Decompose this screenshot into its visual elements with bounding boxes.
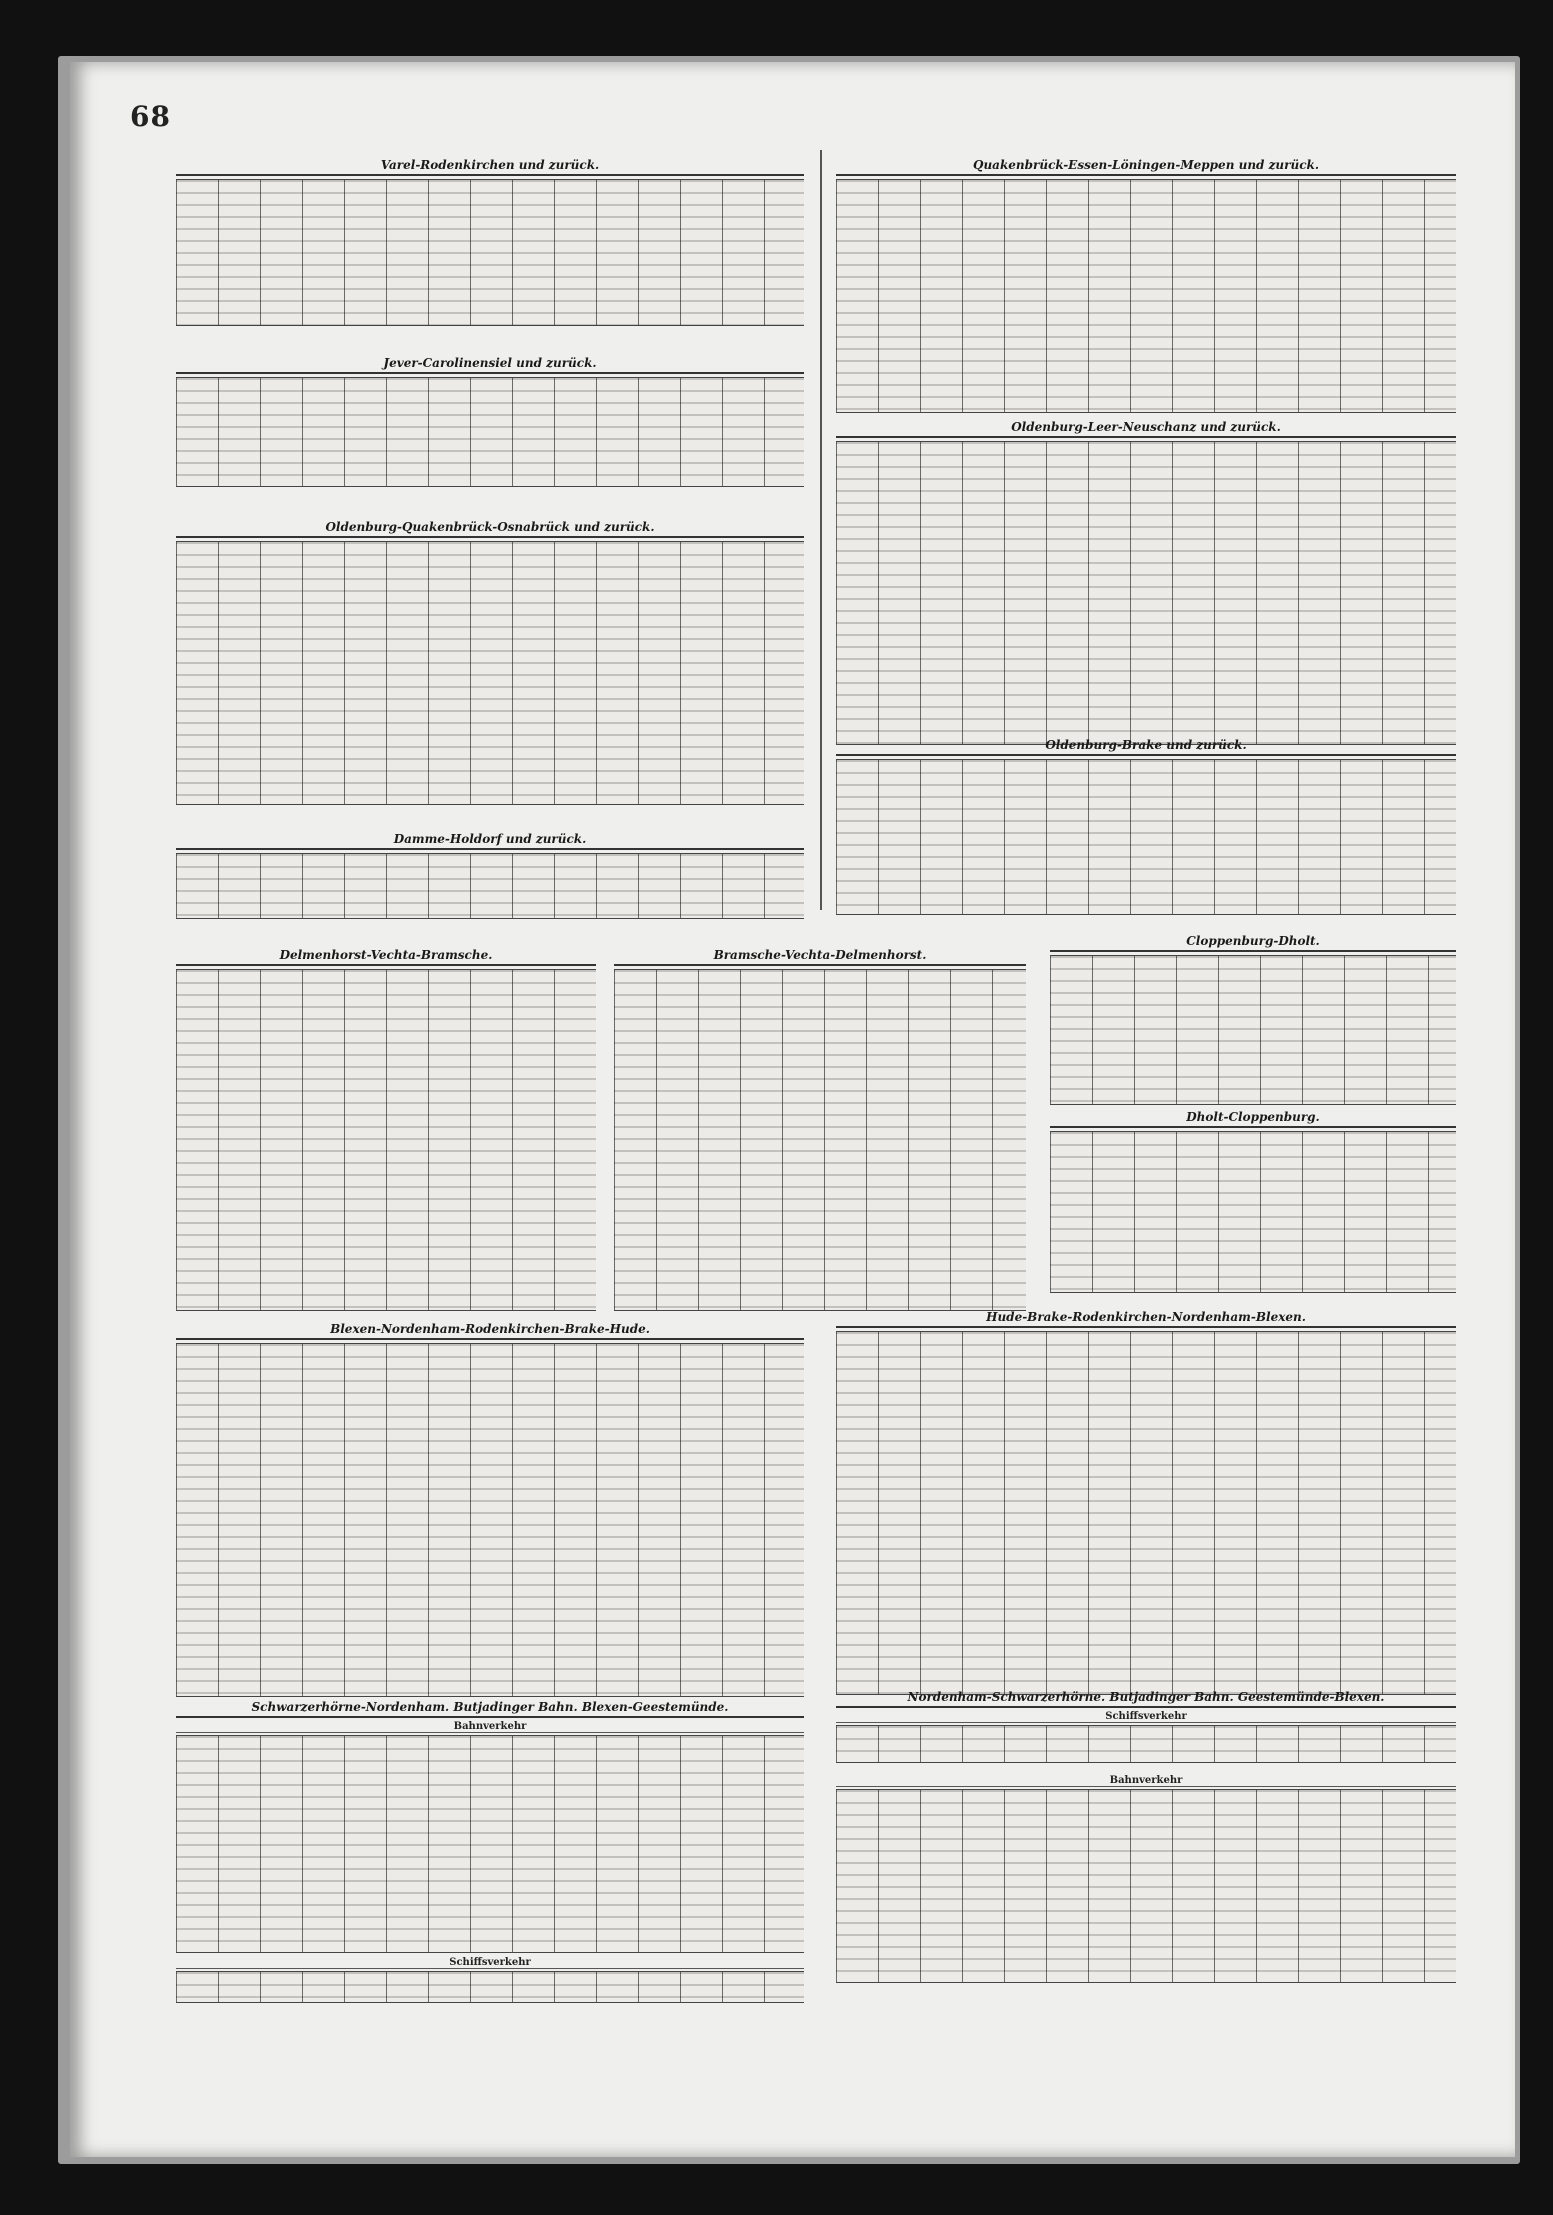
timetable-title: Oldenburg-Quakenbrück-Osnabrück und zurück. [176,520,804,538]
timetable-title: Delmenhorst-Vechta-Bramsche. [176,948,596,966]
timetable-grid [836,1725,1456,1763]
timetable-subtitle: Bahnverkehr [176,1721,804,1733]
timetable-bramsche-vechta-delmenhorst [614,948,1026,1311]
timetable-grid [614,969,1026,1311]
timetable-damme-holdorf [176,832,804,919]
timetable-title: Varel-Rodenkirchen und zurück. [176,158,804,176]
timetable-oldenburg-quakenbrueck-osnabrueck [176,520,804,805]
timetable-oldenburg-brake [836,738,1456,915]
timetable-title: Bramsche-Vechta-Delmenhorst. [614,948,1026,966]
timetable-grid [836,179,1456,413]
page-number: 68 [130,100,171,133]
timetable-quakenbrueck-meppen [836,158,1456,413]
timetable-grid [176,969,596,1311]
column-divider [820,150,822,910]
timetable-grid [1050,955,1456,1105]
timetable-oldenburg-leer-neuschanz [836,420,1456,745]
timetable-grid [176,541,804,805]
timetable-grid [836,1331,1456,1695]
timetable-grid [836,759,1456,915]
timetable-title: Blexen-Nordenham-Rodenkirchen-Brake-Hude. [176,1322,804,1340]
timetable-jever-carolinensiel [176,356,804,487]
timetable-grid [1050,1131,1456,1293]
timetable-title: Hude-Brake-Rodenkirchen-Nordenham-Blexen. [836,1310,1456,1328]
timetable-cloppenburg-dholt [1050,934,1456,1105]
timetable-subtitle: Schiffsverkehr [836,1711,1456,1723]
timetable-title: Oldenburg-Brake und zurück. [836,738,1456,756]
timetable-title: Damme-Holdorf und zurück. [176,832,804,850]
timetable-title: Nordenham-Schwarzerhörne. Butjadinger Bahn. Geestemünde-Blexen. [836,1690,1456,1708]
timetable-delmenhorst-vechta-bramsche [176,948,596,1311]
timetable-schwarzerhoerne-nordenham [176,1700,804,2003]
timetable-title: Oldenburg-Leer-Neuschanz und zurück. [836,420,1456,438]
timetable-title: Dholt-Cloppenburg. [1050,1110,1456,1128]
timetable-title: Jever-Carolinensiel und zurück. [176,356,804,374]
timetable-hude-blexen [836,1310,1456,1695]
timetable-grid [176,1971,804,2003]
timetable-varel-rodenkirchen [176,158,804,326]
timetable-title: Cloppenburg-Dholt. [1050,934,1456,952]
timetable-grid [176,853,804,919]
timetable-grid [176,1343,804,1697]
timetable-title: Schwarzerhörne-Nordenham. Butjadinger Bahn. Blexen-Geestemünde. [176,1700,804,1718]
timetable-title: Quakenbrück-Essen-Löningen-Meppen und zurück. [836,158,1456,176]
timetable-subtitle: Bahnverkehr [836,1775,1456,1787]
timetable-grid [176,1735,804,1953]
timetable-blexen-nordenham-hude [176,1322,804,1697]
timetable-grid [176,179,804,326]
timetable-subtitle: Schiffsverkehr [176,1957,804,1969]
timetable-nordenham-schwarzerhoerne [836,1690,1456,1983]
timetable-grid [836,441,1456,745]
timetable-dholt-cloppenburg [1050,1110,1456,1293]
timetable-grid [836,1789,1456,1983]
timetable-grid [176,377,804,487]
